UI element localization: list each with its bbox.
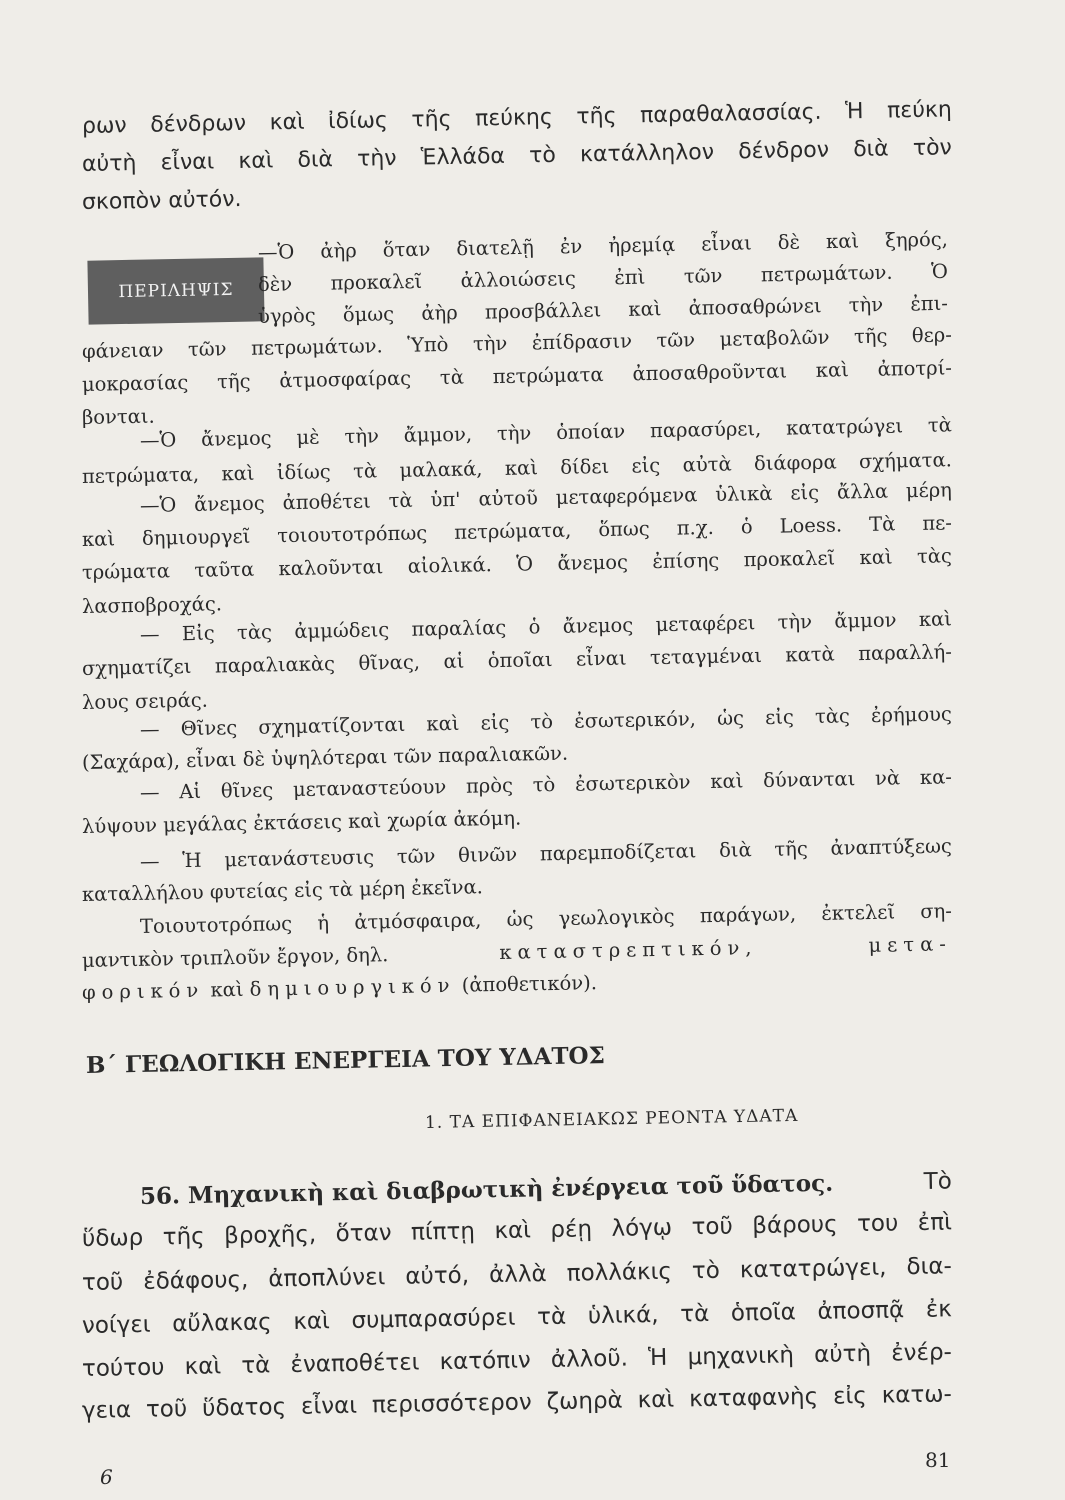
text-line: γεια τοῦ ὕδατος εἶναι περισσότερον ζωηρὰ καὶ καταφανὴς εἰς κατω- bbox=[81, 1381, 953, 1424]
summary-label: ΠΕΡΙΛΗΨΙΣ bbox=[118, 279, 234, 303]
text-fragment: μαντικὸν τριπλοῦν ἔργον, δηλ. bbox=[81, 943, 389, 972]
text-line: —Ὁ ἄνεμος ἀποθέτει τὰ ὑπ' αὐτοῦ μεταφερόμενα ὑλικὰ εἰς ἄλλα μέρη bbox=[139, 478, 953, 517]
text-line: τούτου καὶ τὰ ἐναποθέτει κατόπιν ἀλλοῦ. Ἡ μηχανικὴ αὐτὴ ἐνέρ- bbox=[81, 1339, 953, 1382]
text-line: — Εἰς τὰς ἀμμώδεις παραλίας ὁ ἄνεμος μεταφέρει τὴν ἄμμον καὶ bbox=[139, 607, 953, 646]
text-line: σχηματίζει παραλιακὰς θῖνας, αἱ ὁποῖαι εἶναι τεταγμέναι κατὰ παραλλή- bbox=[81, 640, 953, 680]
signature-number: 6 bbox=[100, 1465, 113, 1489]
emphasis-creative: δημιουργικόν bbox=[249, 973, 456, 1001]
text-line: — Θῖνες σχηματίζονται καὶ εἰς τὸ ἐσωτερικόν, ὡς εἰς τὰς ἐρήμους bbox=[139, 702, 953, 741]
text-line: (Σαχάρα), εἶναι δὲ ὑψηλότεραι τῶν παραλιακῶν. bbox=[81, 741, 569, 774]
text-line: τοῦ ἐδάφους, ἀποπλύνει αὐτό, ἀλλὰ πολλάκις τὸ κατατρώγει, δια- bbox=[81, 1253, 953, 1296]
text-line: λασποβροχάς. bbox=[81, 592, 223, 618]
emphasis-transport: μετα- bbox=[868, 932, 953, 957]
text-line: — Αἱ θῖνες μεταναστεύουν πρὸς τὸ ἐσωτερικὸν καὶ δύνανται νὰ κα- bbox=[139, 765, 953, 804]
text-line: βονται. bbox=[81, 404, 155, 429]
emphasis-destructive: καταστρεπτικόν, bbox=[499, 936, 758, 964]
text-fragment: (ἀποθετικόν). bbox=[461, 971, 598, 997]
text-fragment: Τὸ bbox=[923, 1168, 953, 1195]
text-line: πετρώματα, καὶ ἰδίως τὰ μαλακά, καὶ δίδει εἰς αὐτὰ διάφορα σχήματα. bbox=[81, 448, 953, 488]
text-line: — Ἡ μετανάστευσις τῶν θινῶν παρεμποδίζεται διὰ τῆς ἀναπτύξεως bbox=[139, 834, 953, 873]
text-line: λύψουν μεγάλας ἐκτάσεις καὶ χωρία ἀκόμη. bbox=[81, 806, 522, 838]
text-line: ὑγρὸς ὅμως ἀὴρ προσβάλλει καὶ ἀποσαθρώνει τὴν ἐπι- bbox=[257, 291, 949, 328]
subsection-heading: 1. ΤΑ ΕΠΙΦΑΝΕΙΑΚΩΣ ΡΕΟΝΤΑ ΥΔΑΤΑ bbox=[424, 1105, 799, 1133]
section-heading: Β΄ ΓΕΩΛΟΓΙΚΗ ΕΝΕΡΓΕΙΑ ΤΟΥ ΥΔΑΤΟΣ bbox=[85, 1042, 606, 1079]
text-line: ρων δένδρων καὶ ἰδίως τῆς πεύκης τῆς παραθαλασσίας. Ἡ πεύκη bbox=[81, 97, 953, 139]
text-line: τρώματα ταῦτα καλοῦνται αἰολικά. Ὁ ἄνεμος ἐπίσης προκαλεῖ καὶ τὰς bbox=[81, 544, 953, 584]
text-line: λους σειράς. bbox=[81, 688, 209, 714]
text-line: καὶ δημιουργεῖ τοιουτοτρόπως πετρώματα, ὅπως π.χ. ὁ Loess. Τὰ πε- bbox=[81, 511, 953, 551]
text-line: δὲν προκαλεῖ ἀλλοιώσεις ἐπὶ τῶν πετρωμάτων. Ὁ bbox=[257, 259, 949, 296]
summary-box bbox=[87, 257, 264, 324]
text-line: μοκρασίας τῆς ἀτμοσφαίρας τὰ πετρώματα ἀποσαθροῦνται καὶ ἀποτρί- bbox=[81, 356, 953, 396]
page-number: 81 bbox=[925, 1448, 951, 1472]
text-line: φάνειαν τῶν πετρωμάτων. Ὑπὸ τὴν ἐπίδρασιν τῶν μεταβολῶν τῆς θερ- bbox=[81, 323, 953, 363]
text-line: αὐτὴ εἶναι καὶ διὰ τὴν Ἑλλάδα τὸ κατάλληλον δένδρον διὰ τὸν bbox=[81, 135, 953, 177]
paragraph-title: 56. Μηχανικὴ καὶ διαβρωτικὴ ἐνέργεια τοῦ ὕδατος. bbox=[139, 1169, 834, 1210]
text-line: καταλλήλου φυτείας εἰς τὰ μέρη ἐκεῖνα. bbox=[81, 875, 484, 906]
text-line: Τοιουτοτρόπως ἡ ἀτμόσφαιρα, ὡς γεωλογικὸς παράγων, ἐκτελεῖ ση- bbox=[139, 899, 953, 938]
text-line: —Ὁ ἀὴρ ὅταν διατελῇ ἐν ἠρεμίᾳ εἶναι δὲ καὶ ξηρός, bbox=[257, 227, 949, 264]
text-line: σκοπὸν αὐτόν. bbox=[81, 186, 242, 215]
text-line: ὕδωρ τῆς βροχῆς, ὅταν πίπτῃ καὶ ρέῃ λόγῳ τοῦ βάρους του ἐπὶ bbox=[81, 1209, 953, 1252]
emphasis-transport-end: φορικόν bbox=[81, 978, 205, 1004]
text-line: νοίγει αὔλακας καὶ συμπαρασύρει τὰ ὑλικά, τὰ ὁποῖα ἀποσπᾷ ἐκ bbox=[81, 1296, 953, 1339]
text-fragment: καὶ bbox=[210, 977, 244, 1002]
text-line: —Ὁ ἄνεμος μὲ τὴν ἄμμον, τὴν ὁποίαν παρασύρει, κατατρώγει τὰ bbox=[139, 413, 953, 452]
text-line bbox=[140, 1166, 952, 1212]
